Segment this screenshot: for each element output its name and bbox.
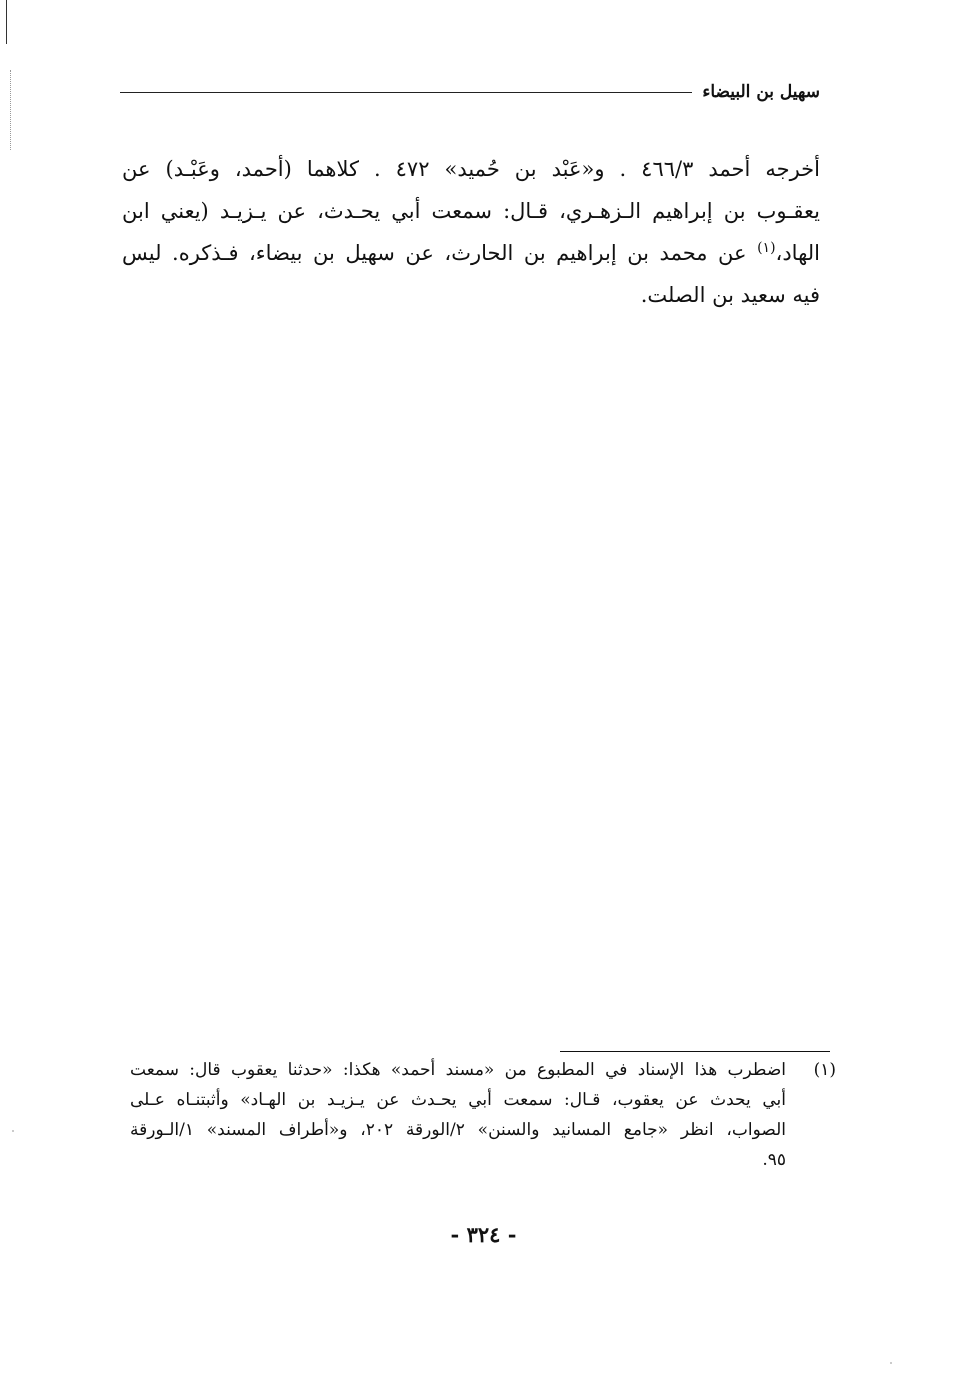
main-text-line	[122, 241, 820, 265]
main-text-line: فيه سعيد بن الصلت.	[640, 283, 820, 307]
footnote-line: الصواب، انظر «جامع المسانيد والسنن» ٢/الورقة ٢٠٢، و«أطراف المسند» ١/الـورقة	[130, 1120, 787, 1140]
footnote-line: أبي يحدث عن يعقوب، قـال: سمعت أبي يحـدث عن يـزيـد بن الهـاد» وأثبتنـاه عـلى	[130, 1090, 786, 1110]
scan-speck	[890, 1362, 892, 1364]
scan-edge-mark	[6, 0, 7, 44]
main-text-line: يعقـوب بن إبراهيم الـزهـري، قـال: سمعت أبي يحـدث، عن يـزيـد (يعني ابن	[122, 199, 820, 223]
page-number: - ٣٢٤ -	[450, 1222, 517, 1247]
footnote-line: ٩٥.	[762, 1150, 786, 1170]
scan-margin-dots	[10, 70, 12, 150]
footnote-marker: (١)	[813, 1060, 836, 1080]
footnote-separator	[560, 1051, 830, 1052]
main-text-line: أخرجه أحمد ٤٦٦/٣ . و«عَبْد بن حُميد» ٤٧٢ . كلاهما (أحمد، وعَبْـد) عن	[122, 157, 820, 181]
scan-speck	[12, 1130, 14, 1132]
footnote	[130, 1055, 836, 1175]
running-header	[120, 82, 820, 112]
footnote-body	[130, 1055, 786, 1175]
main-text	[122, 148, 820, 316]
main-text-rest: عن محمد بن إبراهيم بن الحارث، عن سهيل بن بيضاء، فـذكره. ليس	[122, 241, 758, 265]
main-text-line-with-ref	[122, 232, 820, 274]
main-text-word: الهاد،	[775, 241, 820, 265]
header-title: سهيل بن البيضاء	[702, 82, 820, 102]
footnote-reference[interactable]: (١)	[757, 240, 776, 256]
footnote-line: اضطرب هذا الإسناد في المطبوع من «مسند أحمد» هكذا: «حدثنا يعقوب قال: سمعت	[130, 1060, 786, 1080]
